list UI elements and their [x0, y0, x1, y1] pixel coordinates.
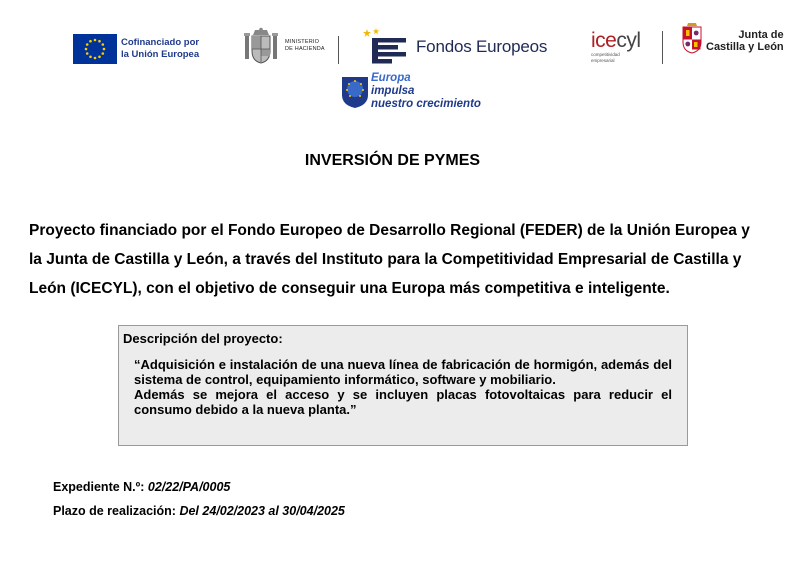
- europa-impulsa-line2: nuestro crecimiento: [371, 98, 481, 110]
- ministry-line1: MINISTERIO: [285, 39, 320, 45]
- project-intro-paragraph: Proyecto financiado por el Fondo Europeo de Desarrollo Regional (FEDER) de la Unión Europea y la Junta de Castilla y León, a través del Instituto para la Competitividad Empresarial de Castilla y León (ICECYL), con el objetivo de conseguir una Europa más competitiva e inteligente.: [29, 222, 750, 297]
- eu-cofinanced-logo: [73, 34, 199, 64]
- fondos-europeos-logo: [362, 28, 547, 66]
- expediente-label: Expediente N.º:: [53, 480, 145, 494]
- page-title: INVERSIÓN DE PYMES: [304, 152, 481, 169]
- icecyl-logo: [591, 30, 641, 63]
- fondos-europeos-label: Fondos Europeos: [416, 37, 548, 56]
- expediente-value: 02/22/PA/0005: [147, 480, 231, 494]
- junta-line2: Castilla y León: [706, 41, 784, 53]
- project-description-paragraph-2: Además se mejora el acceso y se incluyen placas fotovoltaicas para reducir el consumo debido a la nueva planta.”: [134, 387, 672, 417]
- eu-logo-line2: la Unión Europea: [121, 49, 200, 60]
- plazo-row: [53, 504, 345, 518]
- project-description-label: Descripción del proyecto:: [123, 331, 283, 346]
- castilla-leon-shield-icon: [680, 22, 704, 54]
- plazo-value: Del 24/02/2023 al 30/04/2025: [179, 504, 345, 518]
- spain-coat-of-arms-icon: [243, 27, 279, 65]
- project-description-box: [118, 325, 688, 446]
- icecyl-word-cyl: cyl: [616, 29, 641, 52]
- junta-castilla-leon-logo: [680, 22, 784, 54]
- fondos-europeos-icon: [362, 28, 410, 66]
- europa-impulsa-rest: impulsa: [371, 85, 415, 97]
- icecyl-sub2: empresarial: [591, 57, 615, 63]
- logo-divider: [338, 36, 339, 64]
- project-description-paragraph-1: “Adquisición e instalación de una nueva línea de fabricación de hormigón, además del sistema de control, equipamiento informático, software y mobiliario.: [134, 357, 672, 387]
- europa-impulsa-badge-icon: [340, 75, 370, 109]
- icecyl-word-ice: ice: [591, 29, 617, 52]
- expediente-row: [53, 480, 230, 494]
- eu-flag-icon: [73, 34, 117, 64]
- icecyl-sub1: competitividad: [591, 52, 620, 57]
- junta-line1: Junta de: [738, 29, 784, 41]
- europa-impulsa-word: Europa: [371, 72, 411, 84]
- project-description-text: [134, 357, 672, 417]
- ministerio-hacienda-logo: [243, 27, 325, 65]
- ministry-line2: DE HACIENDA: [285, 46, 325, 52]
- europa-impulsa-logo: [340, 72, 481, 111]
- logo-divider: [662, 31, 663, 64]
- eu-logo-line1: Cofinanciado por: [121, 37, 200, 48]
- plazo-label: Plazo de realización:: [53, 504, 176, 518]
